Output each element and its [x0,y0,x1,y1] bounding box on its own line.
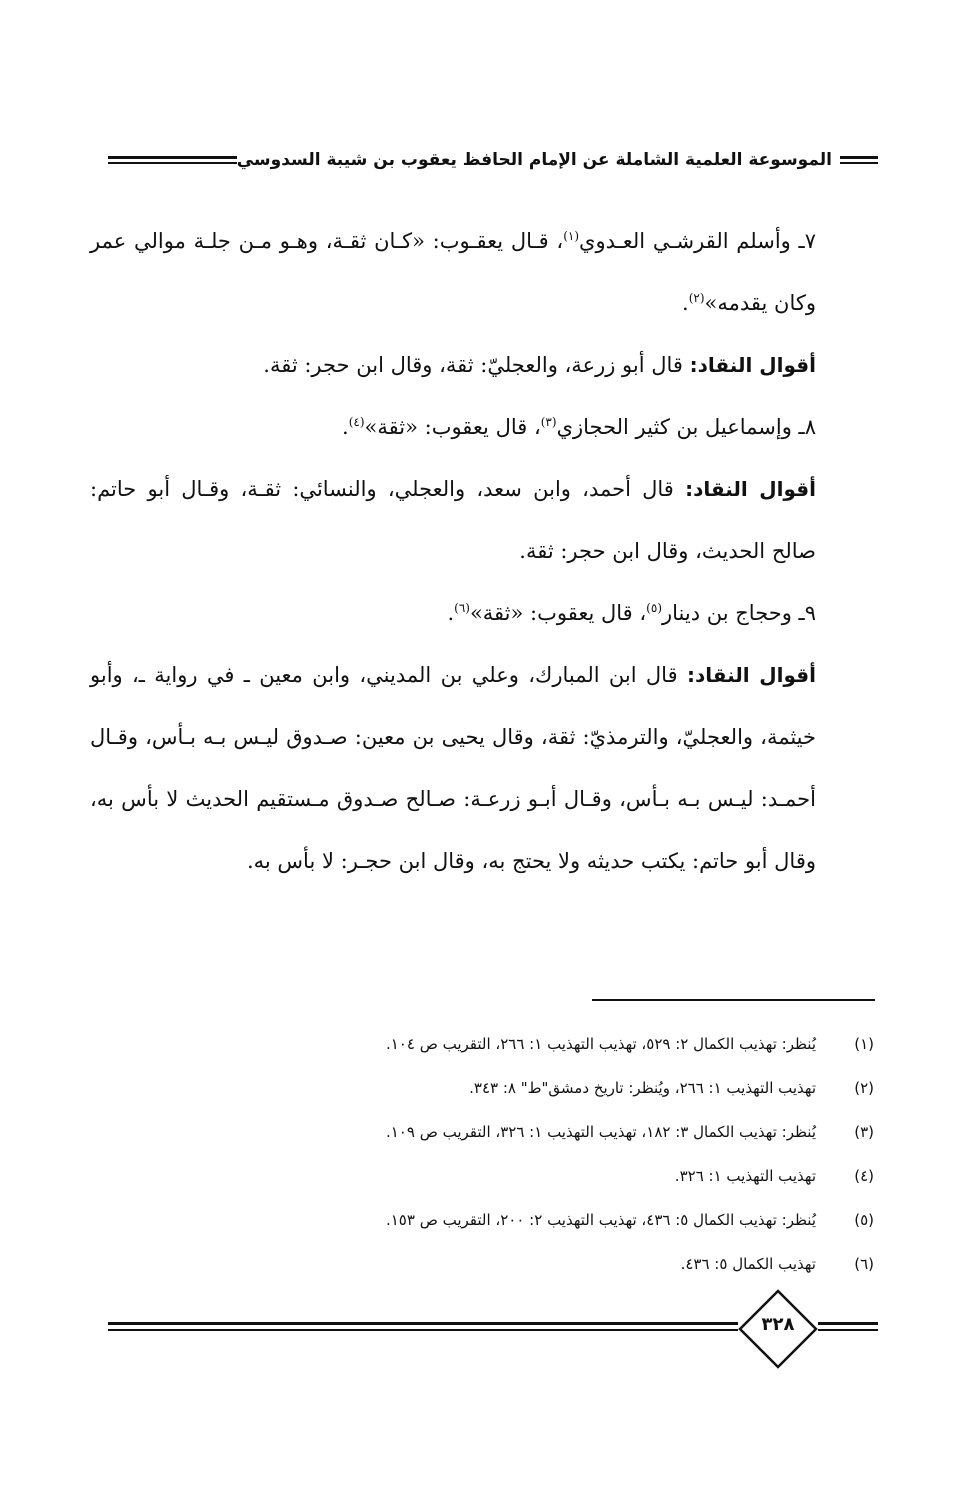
entry-7-text: ٧ـ وأسلم القرشـي العـدوي [579,229,816,253]
critics-9 [90,644,874,892]
footer-rule-right [818,1322,878,1331]
entry-8-text: ٨ـ وإسماعيل بن كثير الحجازي [556,415,816,439]
entry-7-quote: ، قـال يعقـوب: «كـان ثقـة، وهـو مـن جلـة [193,229,564,253]
footnotes [90,1022,874,1286]
footnote-number: (٥) [854,1211,874,1229]
entry-9 [90,582,874,644]
footnote-text: تهذيب الكمال ٥: ٤٣٦. [680,1255,816,1273]
entry-7 [90,210,874,334]
footnote-item [90,1242,874,1286]
critics-7-text: قال أبو زرعة، والعجليّ: ثقة، وقال ابن حجر: ثقة. [263,353,690,377]
entry-8-period: . [342,415,349,439]
footnote-separator [592,999,875,1001]
footnote-text: يُنظر: تهذيب الكمال ٥: ٤٣٦، تهذيب التهذيب ٢: ٢٠٠، التقريب ص ١٥٣. [385,1211,816,1229]
header-rule-right [840,156,878,164]
footnote-text: يُنظر: تهذيب الكمال ٢: ٥٢٩، تهذيب التهذيب ١: ٢٦٦، التقريب ص ١٠٤. [385,1035,816,1053]
footnote-number: (٢) [854,1079,874,1097]
entry-7-period: . [682,291,689,315]
footnote-item [90,1022,874,1066]
entry-7-quote-end: موالي عمر وكان يقدمه» [90,229,816,315]
footnote-text: تهذيب التهذيب ١: ٢٦٦، ويُنظر: تاريخ دمشق"ط" ٨: ٣٤٣. [469,1079,816,1097]
entry-9-quote: ، قال يعقوب: «ثقة» [469,601,647,625]
header-title: الموسوعة العلمية الشاملة عن الإمام الحافظ يعقوب بن شيبة السدوسي [236,150,832,170]
footnote-number: (١) [854,1035,874,1053]
footnote-ref-4[interactable]: (٤) [348,415,365,429]
critics-label: أقوال النقاد: [689,353,816,377]
footnote-item [90,1066,874,1110]
footnote-ref-3[interactable]: (٣) [540,415,557,429]
entry-9-text: ٩ـ وحجاج بن دينار [662,601,816,625]
footnote-ref-2[interactable]: (٢) [688,291,705,305]
footnote-text: يُنظر: تهذيب الكمال ٣: ١٨٢، تهذيب التهذيب ١: ٣٢٦، التقريب ص ١٠٩. [385,1123,816,1141]
main-text [90,210,874,892]
footer-rule-left [108,1322,738,1331]
entry-9-period: . [447,601,455,625]
footnote-number: (٣) [854,1123,874,1141]
critics-8-text: قال أحمد، وابن سعد، والعجلي، والنسائي: ثقـة، وقـال أبو حاتم: صالح الحديث، وقال ابن حجر: ثقة. [90,477,816,563]
footnote-item [90,1154,874,1198]
entry-8-quote: ، قال يعقوب: «ثقة» [364,415,541,439]
critics-9-text: قال ابن المبارك، وعلي بن المديني، وابن معين ـ في رواية ـ، وأبو خيثمة، والعجليّ، والترمذيّ: ثقة، وقال يحيى بن معين: صـدوق ليـس بـه بـأس، وقـال أحمـد: ليـس بـه بـأس، وقـال أبـو زرعـة: صـالح صـدوق مـستقيم الحديث لا بأس به، وقال أبو حاتم: يكتب حديثه ولا يحتج به، وقال ابن حجـر: لا بأس به. [90,663,816,873]
critics-7 [90,334,874,396]
page-number: ٣٢٨ [761,1314,795,1335]
footnote-ref-6[interactable]: (٦) [454,601,470,615]
footnote-number: (٦) [854,1255,874,1273]
footnote-item [90,1198,874,1242]
footnote-text: تهذيب التهذيب ١: ٣٢٦. [674,1167,816,1185]
footnote-number: (٤) [854,1167,874,1185]
critics-8 [90,458,874,582]
running-header [108,140,878,180]
critics-label: أقوال النقاد: [685,477,816,501]
critics-label: أقوال النقاد: [686,663,816,687]
footnote-ref-5[interactable]: (٥) [646,601,662,615]
footnote-ref-1[interactable]: (١) [563,229,580,243]
entry-8 [90,396,874,458]
footnote-item [90,1110,874,1154]
header-rule-left [108,156,237,164]
